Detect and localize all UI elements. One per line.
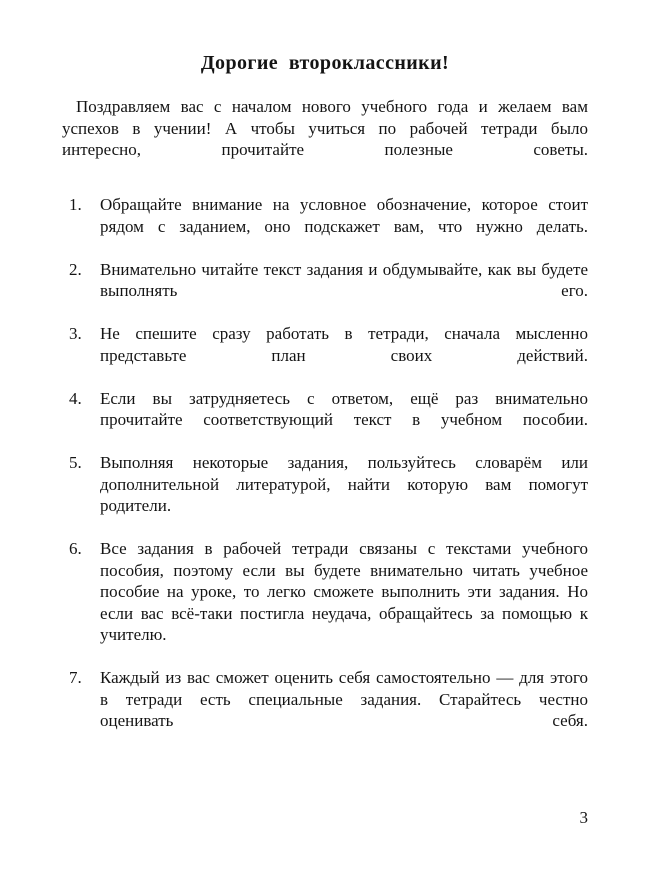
list-item-text: Все задания в рабочей тетради связаны с текстами учебного пособия, поэтому если вы будете внимательно читать учебное пособие на уроке, то легко сможете выполнить эти задания. Но если вас всё-таки постигла неудача, обращайтесь за помощью к учителю. [100,539,588,644]
list-item [62,388,588,453]
list-item [62,452,588,538]
page-number: 3 [579,808,588,827]
list-item [62,323,588,388]
list-item-number: 5. [69,453,82,472]
list-item-text: Обращайте внимание на условное обозначение, которое стоит рядом с заданием, оно подскажет вам, что нужно делать. [100,195,588,236]
list-item-number: 1. [69,195,82,214]
list-item [62,194,588,259]
list-item-text: Не спешите сразу работать в тетради, сначала мысленно представьте план своих действий. [100,324,588,365]
list-item-number: 3. [69,324,82,343]
list-item [62,538,588,667]
list-item-number: 7. [69,668,82,687]
list-item-text: Каждый из вас сможет оценить себя самостоятельно — для этого в тетради есть специальные задания. Старайтесь честно оценивать себя. [100,668,588,730]
list-item-text: Выполняя некоторые задания, пользуйтесь словарём или дополнительной литературой, найти которую вам помогут родители. [100,453,588,515]
page-content [62,52,588,753]
list-item-text: Внимательно читайте текст задания и обдумывайте, как вы будете выполнять его. [100,259,588,300]
intro-paragraph: Поздравляем вас с началом нового учебного года и желаем вам успехов в учении! А чтобы учиться по рабочей тетради было интересно, прочитайте полезные советы. [62,97,588,159]
list-item-text: Если вы затрудняетесь с ответом, ещё раз внимательно прочитайте соответствующий текст в учебном пособии. [100,388,588,429]
list-item-number: 2. [69,259,82,279]
list-item-number: 4. [69,388,82,408]
list-item [62,259,588,324]
list-item [62,667,588,753]
advice-list [62,194,588,753]
page-title: Дорогие второклассники! [200,52,450,74]
list-item-number: 6. [69,539,82,558]
